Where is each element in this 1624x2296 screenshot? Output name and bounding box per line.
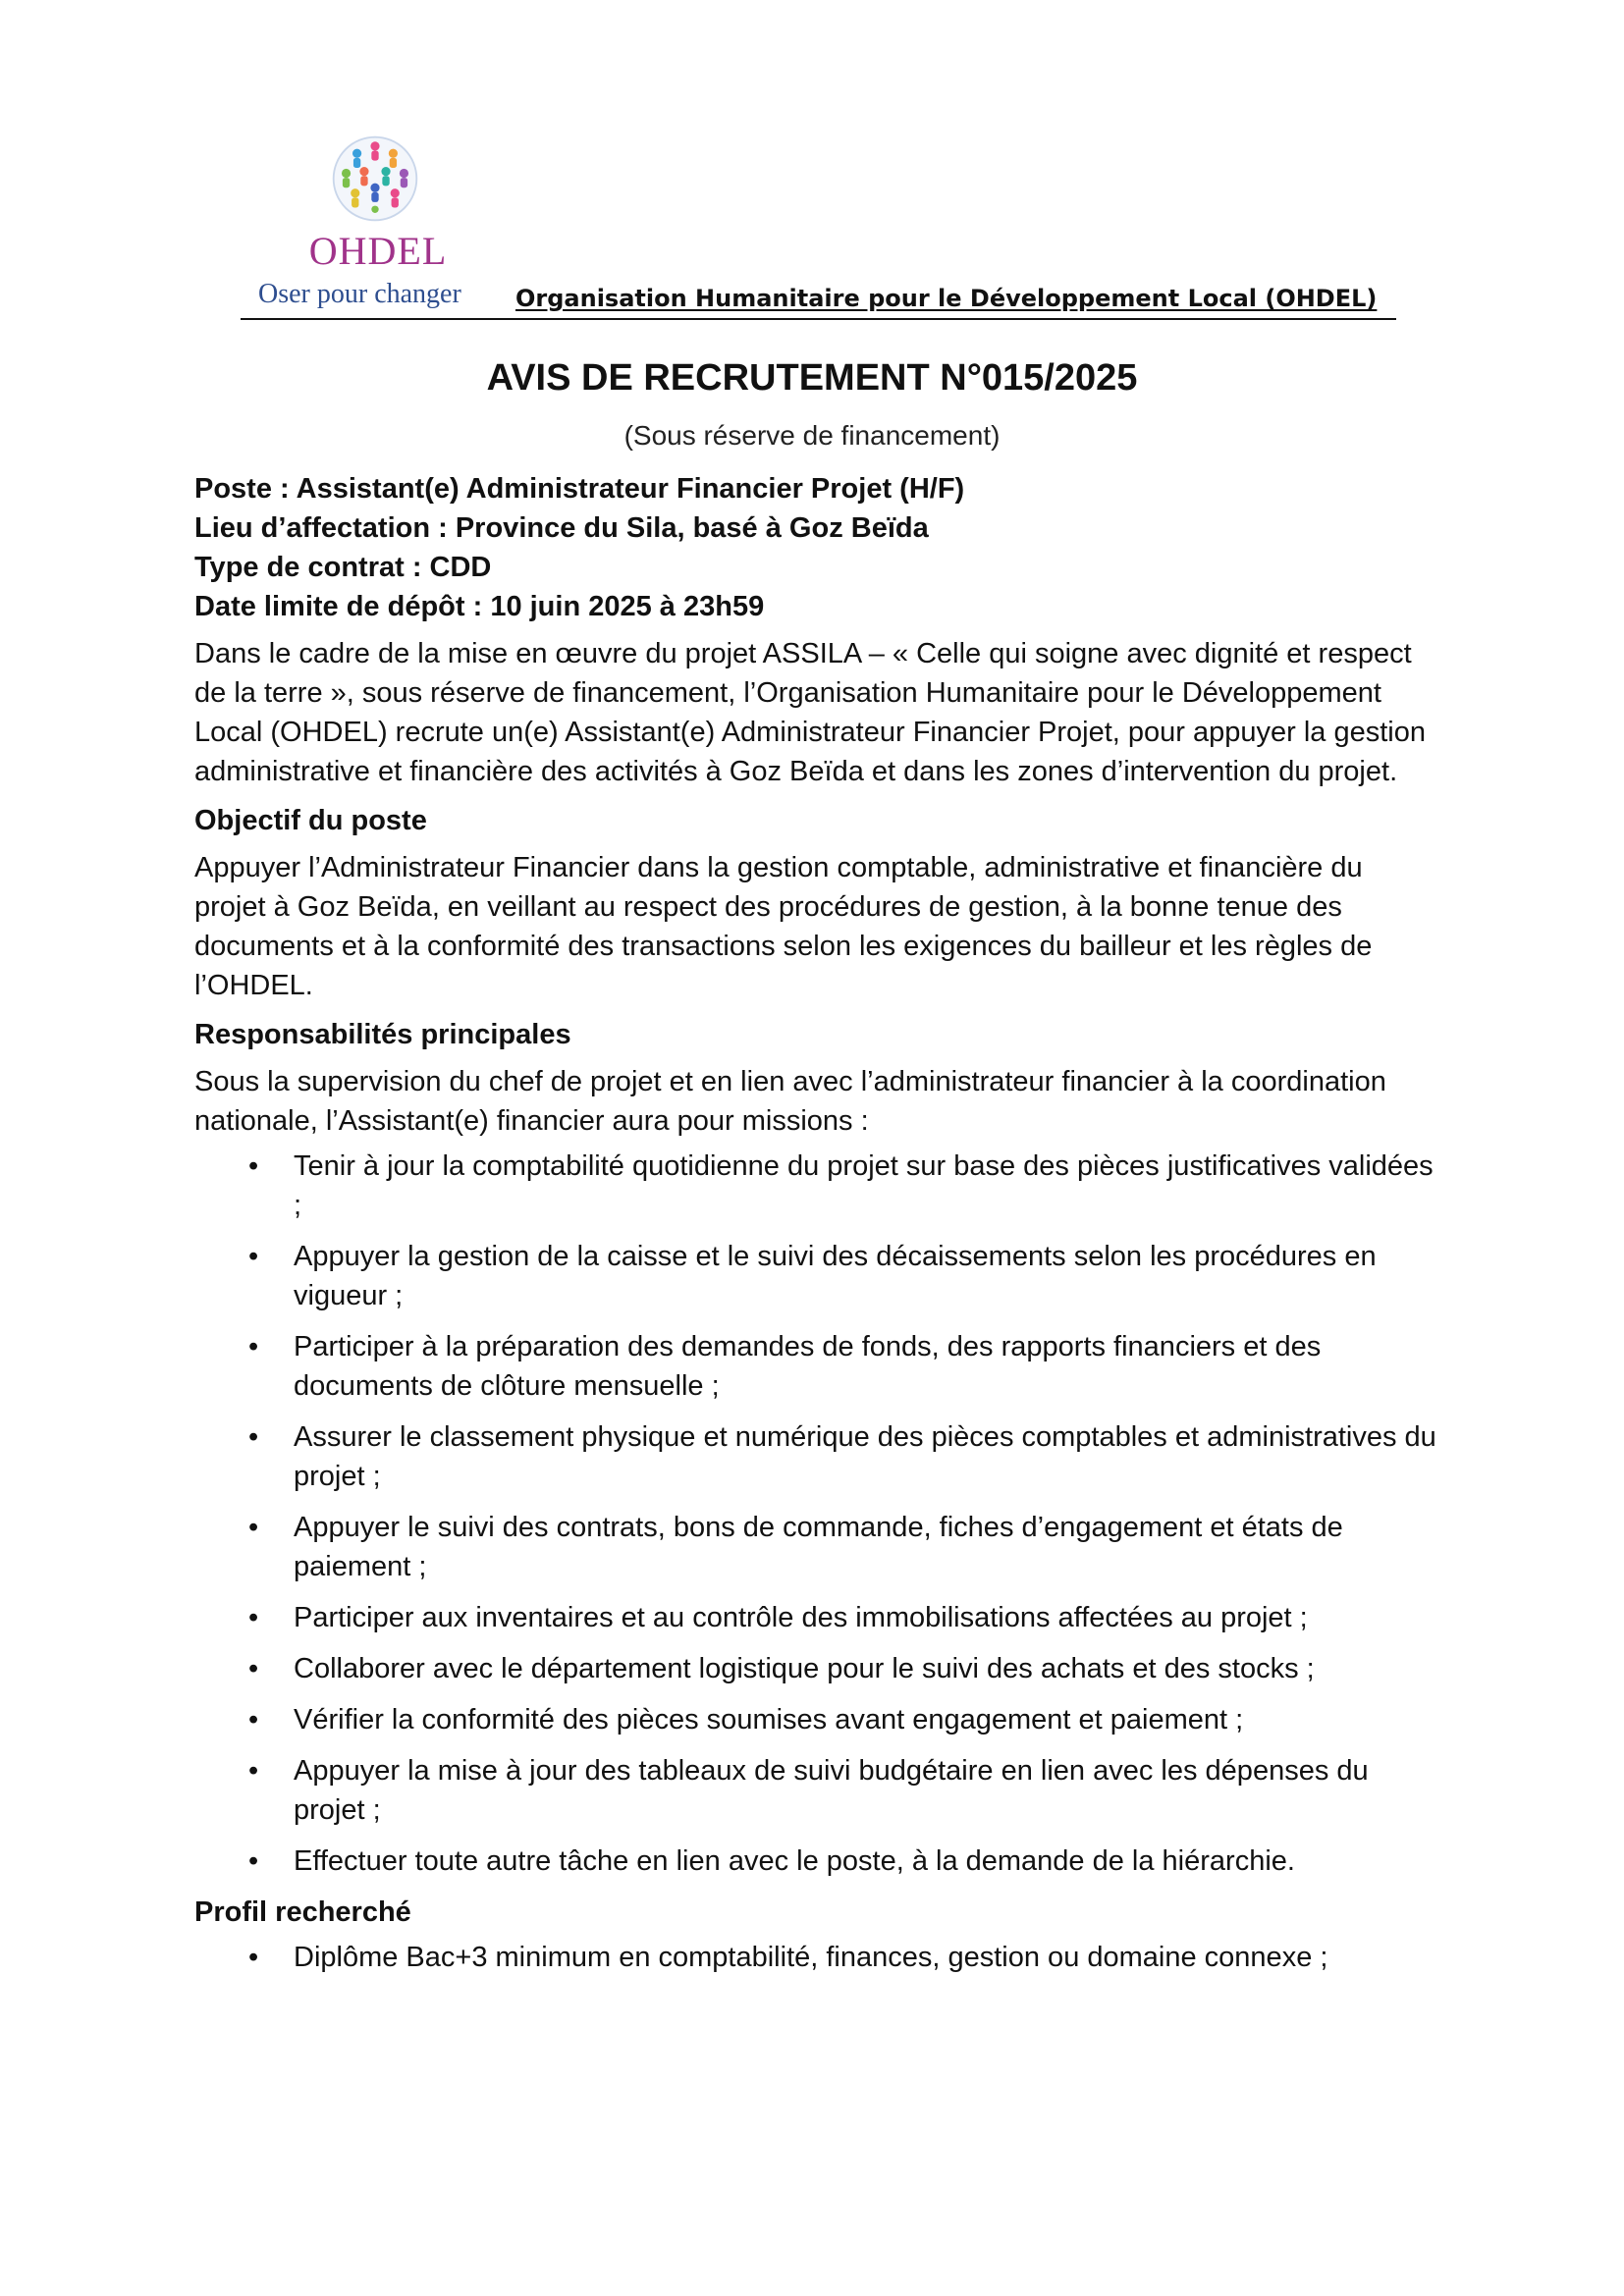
bullet-icon: • [248, 1704, 259, 1735]
document-body [194, 469, 1436, 1989]
bullet-icon: • [248, 1602, 259, 1633]
globe-people-icon [330, 133, 420, 224]
list-item [194, 1508, 1436, 1586]
section-objectif-heading: Objectif du poste [194, 805, 427, 836]
list-item-text: Appuyer la gestion de la caisse et le suivi des décaissements selon les procédures en vigueur ; [294, 1241, 1377, 1311]
list-item [194, 1147, 1436, 1225]
list-item-text: Appuyer la mise à jour des tableaux de suivi budgétaire en lien avec les dépenses du projet ; [294, 1755, 1369, 1826]
bullet-icon: • [248, 1150, 259, 1182]
bullet-icon: • [248, 1512, 259, 1543]
list-item-text: Participer à la préparation des demandes de fonds, des rapports financiers et des documents de clôture mensuelle ; [294, 1331, 1322, 1402]
document-subtitle: (Sous réserve de financement) [623, 420, 1001, 451]
bullet-icon: • [248, 1331, 259, 1362]
list-item [194, 1938, 1436, 1977]
section-profil-heading: Profil recherché [194, 1896, 411, 1928]
bullet-icon: • [248, 1755, 259, 1787]
bullet-icon: • [248, 1845, 259, 1877]
list-item [194, 1598, 1436, 1637]
organization-title: Organisation Humanitaire pour le Développement Local (OHDEL) [515, 285, 1378, 312]
objectif-paragraph: Appuyer l’Administrateur Financier dans la gestion comptable, administrative et financière du projet à Goz Beïda, en veillant au respect des procédures de gestion, à la bonne tenue des documents et à la conformité des transactions selon les exigences du bailleur et les règles de l’OHDEL. [194, 852, 1373, 1001]
bullet-icon: • [248, 1653, 259, 1684]
list-item [194, 1842, 1436, 1881]
profil-list [194, 1938, 1436, 1977]
list-item [194, 1417, 1436, 1496]
document-title: AVIS DE RECRUTEMENT N°015/2025 [486, 357, 1138, 399]
meta-date-limite: Date limite de dépôt : 10 juin 2025 à 23h59 [194, 591, 765, 622]
list-item [194, 1327, 1436, 1406]
list-item-text: Effectuer toute autre tâche en lien avec le poste, à la demande de la hiérarchie. [294, 1845, 1295, 1877]
list-item [194, 1649, 1436, 1688]
meta-poste: Poste : Assistant(e) Administrateur Financier Projet (H/F) [194, 473, 965, 505]
list-item-text: Assurer le classement physique et numérique des pièces comptables et administratives du projet ; [294, 1421, 1436, 1492]
list-item-text: Appuyer le suivi des contrats, bons de commande, fiches d’engagement et états de paiement ; [294, 1512, 1343, 1582]
meta-lieu: Lieu d’affectation : Province du Sila, basé à Goz Beïda [194, 512, 929, 544]
list-item-text: Diplôme Bac+3 minimum en comptabilité, finances, gestion ou domaine connexe ; [294, 1942, 1328, 1973]
list-item-text: Collaborer avec le département logistique pour le suivi des achats et des stocks ; [294, 1653, 1315, 1684]
responsabilites-list [194, 1147, 1436, 1881]
list-item [194, 1237, 1436, 1315]
bullet-icon: • [248, 1421, 259, 1453]
section-responsabilites-heading: Responsabilités principales [194, 1019, 571, 1050]
ohdel-logo [245, 128, 520, 324]
list-item [194, 1700, 1436, 1739]
logo-tagline: Oser pour changer [258, 279, 461, 309]
header-divider [241, 318, 1396, 320]
meta-contrat: Type de contrat : CDD [194, 552, 492, 583]
intro-paragraph: Dans le cadre de la mise en œuvre du projet ASSILA – « Celle qui soigne avec dignité et respect de la terre », sous réserve de financement, l’Organisation Humanitaire pour le Développement Local (OHDEL) recrute un(e) Assistant(e) Administrateur Financier Projet, pour appuyer la gestion administrative et financière des activités à Goz Beïda et dans les zones d’intervention du projet. [194, 638, 1427, 787]
bullet-icon: • [248, 1942, 259, 1973]
list-item-text: Vérifier la conformité des pièces soumises avant engagement et paiement ; [294, 1704, 1244, 1735]
list-item-text: Participer aux inventaires et au contrôle des immobilisations affectées au projet ; [294, 1602, 1308, 1633]
list-item [194, 1751, 1436, 1830]
responsabilites-intro: Sous la supervision du chef de projet et en lien avec l’administrateur financier à la coordination nationale, l’Assistant(e) financier aura pour missions : [194, 1066, 1386, 1137]
logo-name: OHDEL [308, 229, 448, 273]
list-item-text: Tenir à jour la comptabilité quotidienne du projet sur base des pièces justificatives validées ; [294, 1150, 1434, 1221]
bullet-icon: • [248, 1241, 259, 1272]
